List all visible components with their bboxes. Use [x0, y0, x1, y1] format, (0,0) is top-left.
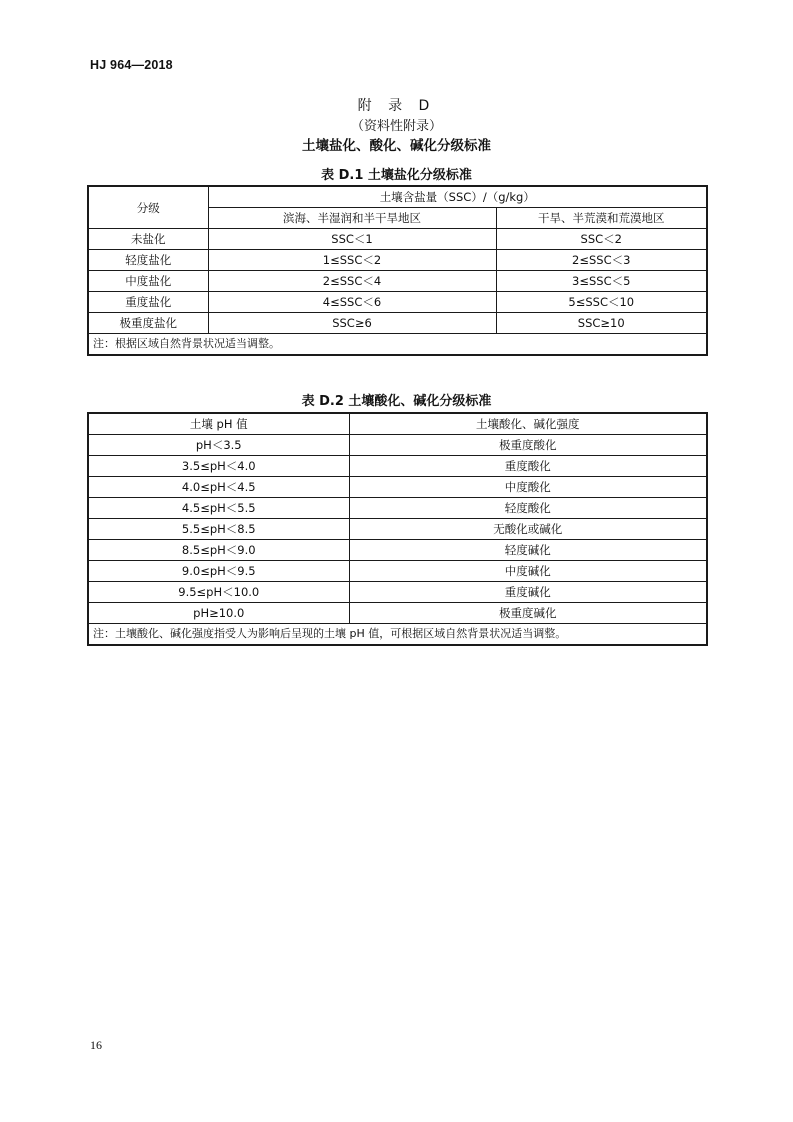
- intensity-cell: 中度酸化: [349, 477, 707, 498]
- header-arid-region: 干旱、半荒漠和荒漠地区: [496, 208, 707, 229]
- ph-cell: 9.0≤pH＜9.5: [88, 561, 349, 582]
- coastal-value-cell: SSC＜1: [208, 229, 496, 250]
- grade-cell: 中度盐化: [88, 271, 208, 292]
- table-row: [88, 540, 707, 561]
- ph-cell: pH＜3.5: [88, 435, 349, 456]
- table1-caption: 表 D.1 土壤盐化分级标准: [321, 168, 472, 183]
- table-row: [88, 229, 707, 250]
- header-ph: 土壤 pH 值: [88, 413, 349, 435]
- grade-cell: 未盐化: [88, 229, 208, 250]
- arid-value-cell: 3≤SSC＜5: [496, 271, 707, 292]
- table-row: [88, 313, 707, 334]
- intensity-cell: 无酸化或碱化: [349, 519, 707, 540]
- table-row: [88, 292, 707, 313]
- intensity-cell: 轻度酸化: [349, 498, 707, 519]
- appendix-label: 附 录 D: [357, 98, 436, 114]
- table-note-row: [88, 334, 707, 356]
- arid-value-cell: 2≤SSC＜3: [496, 250, 707, 271]
- table-row: [88, 561, 707, 582]
- appendix-type: （资料性附录）: [350, 119, 442, 134]
- coastal-value-cell: SSC≥6: [208, 313, 496, 334]
- intensity-cell: 极重度碱化: [349, 603, 707, 624]
- table-row: [88, 250, 707, 271]
- ph-cell: 4.5≤pH＜5.5: [88, 498, 349, 519]
- table-header-row: [88, 186, 707, 208]
- arid-value-cell: 5≤SSC＜10: [496, 292, 707, 313]
- appendix-title: 土壤盐化、酸化、碱化分级标准: [302, 138, 491, 154]
- table2-note: 注：土壤酸化、碱化强度指受人为影响后呈现的土壤 pH 值，可根据区域自然背景状况适当调整。: [88, 624, 707, 646]
- table-row: [88, 435, 707, 456]
- coastal-value-cell: 1≤SSC＜2: [208, 250, 496, 271]
- page-number: 16: [90, 1038, 102, 1052]
- table-note-row: [88, 624, 707, 646]
- coastal-value-cell: 2≤SSC＜4: [208, 271, 496, 292]
- arid-value-cell: SSC＜2: [496, 229, 707, 250]
- intensity-cell: 极重度酸化: [349, 435, 707, 456]
- grade-cell: 极重度盐化: [88, 313, 208, 334]
- intensity-cell: 轻度碱化: [349, 540, 707, 561]
- intensity-cell: 重度酸化: [349, 456, 707, 477]
- grade-cell: 轻度盐化: [88, 250, 208, 271]
- ph-cell: pH≥10.0: [88, 603, 349, 624]
- intensity-cell: 重度碱化: [349, 582, 707, 603]
- table-row: [88, 519, 707, 540]
- table-row: [88, 271, 707, 292]
- arid-value-cell: SSC≥10: [496, 313, 707, 334]
- coastal-value-cell: 4≤SSC＜6: [208, 292, 496, 313]
- header-salt-content: 土壤含盐量（SSC）/（g/kg）: [208, 186, 707, 208]
- ph-cell: 5.5≤pH＜8.5: [88, 519, 349, 540]
- table2-caption: 表 D.2 土壤酸化、碱化分级标准: [301, 394, 492, 409]
- ph-cell: 9.5≤pH＜10.0: [88, 582, 349, 603]
- table-row: [88, 603, 707, 624]
- table1-note: 注：根据区域自然背景状况适当调整。: [88, 334, 707, 356]
- table-header-row: [88, 413, 707, 435]
- ph-cell: 8.5≤pH＜9.0: [88, 540, 349, 561]
- header-coastal-region: 滨海、半湿润和半干旱地区: [208, 208, 496, 229]
- document-code: HJ 964—2018: [90, 58, 173, 72]
- header-intensity: 土壤酸化、碱化强度: [349, 413, 707, 435]
- grade-cell: 重度盐化: [88, 292, 208, 313]
- ph-cell: 3.5≤pH＜4.0: [88, 456, 349, 477]
- table-row: [88, 498, 707, 519]
- ph-cell: 4.0≤pH＜4.5: [88, 477, 349, 498]
- acidification-table: [87, 412, 708, 646]
- header-grade: 分级: [88, 186, 208, 229]
- salinization-table: [87, 185, 708, 356]
- table-row: [88, 456, 707, 477]
- table-row: [88, 582, 707, 603]
- intensity-cell: 中度碱化: [349, 561, 707, 582]
- table-row: [88, 477, 707, 498]
